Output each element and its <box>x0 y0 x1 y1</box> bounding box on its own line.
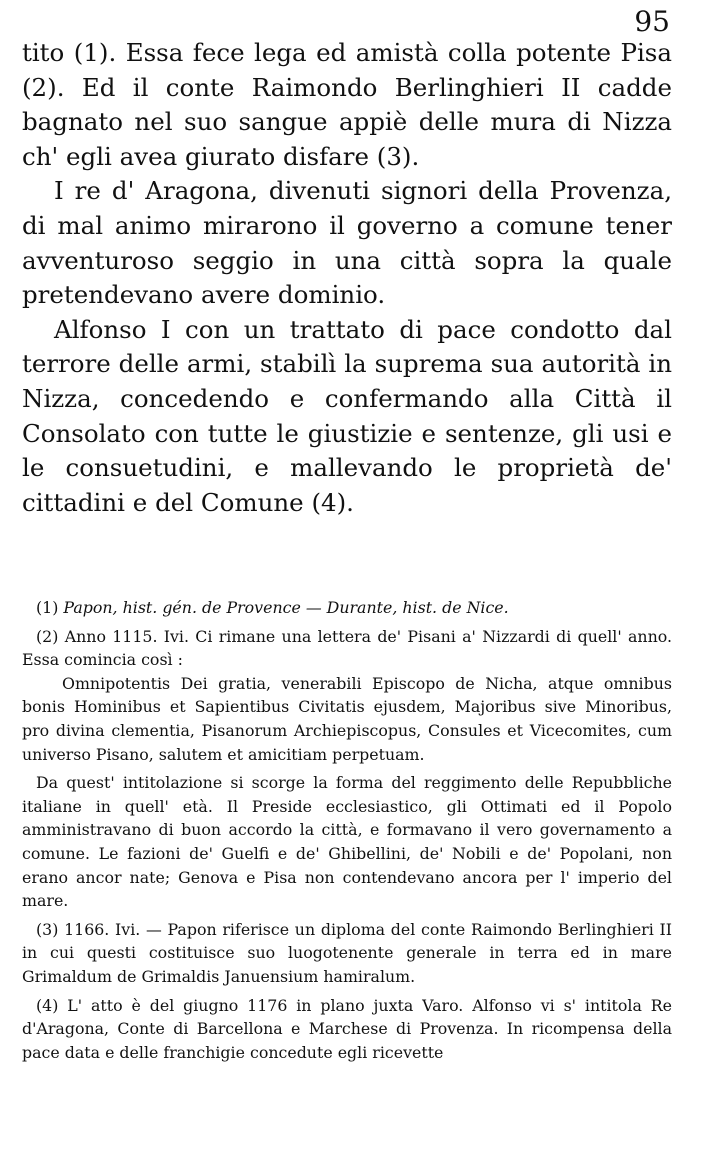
page-number: 95 <box>634 5 670 38</box>
footnote-text: Anno 1115. Ivi. Ci rimane una lettera de' Pisani a' Nizzardi di quell' anno. Essa comincia così : <box>22 626 672 670</box>
footnote-3 <box>22 918 672 989</box>
paragraph-1: tito (1). Essa fece lega ed amistà colla potente Pisa (2). Ed il conte Raimondo Berlinghieri II cadde bagnato nel suo sangue appiè delle mura di Nizza ch' egli avea giurato disfare (3). <box>22 38 672 171</box>
paragraph-2: I re d' Aragona, divenuti signori della Provenza, di mal animo mirarono il governo a comune tener avventuroso seggio in una città sopra la quale pretendevano avere dominio. <box>22 176 672 310</box>
footnote-1 <box>22 596 672 620</box>
footnote-mark: (3) <box>36 919 59 939</box>
footnotes <box>22 596 672 1064</box>
footnote-text: Papon, hist. gén. de Provence — Durante, hist. de Nice. <box>63 598 509 617</box>
paragraph-3: Alfonso I con un trattato di pace condotto dal terrore delle armi, stabilì la suprema sua autorità in Nizza, concedendo e confermando alla Città il Consolato con tutte le giustizie e sentenze, gli usi e le consuetudini, e mallevando le proprietà de' cittadini e del Comune (4). <box>22 314 672 517</box>
footnote-4 <box>22 994 672 1065</box>
footnote-2-commentary: Da quest' intitolazione si scorge la forma del reggimento delle Repubbliche italiane in quell' età. Il Preside ecclesiastico, gli Ottimati ed il Popolo amministravano di buon accordo la città, e formavano il vero governamento a comune. Le fazioni de' Guelfi e de' Ghibellini, de' Nobili e de' Popolani, non erano ancor nate; Genova e Pisa non contendevano ancora per l' imperio del mare. <box>22 773 672 911</box>
footnote-2 <box>22 625 672 672</box>
footnote-mark: (2) <box>36 626 59 646</box>
footnote-2-quote: Omnipotentis Dei gratia, venerabili Episcopo de Nicha, atque omnibus bonis Hominibus et Sapientibus Civitatis ejusdem, Majoribus sive Minoribus, pro divina clementia, Pisanorum Archiepiscopus, Consules et Vicecomites, cum universo Pisano, salutem et amicitiam perpetuam. <box>22 673 672 764</box>
footnote-text: L' atto è del giugno 1176 in plano juxta Varo. Alfonso vi s' intitola Re d'Aragona, Conte di Barcellona e Marchese di Provenza. In ricompensa della pace data e delle franchigie concedute egli ricevette <box>22 995 672 1062</box>
footnote-mark: (1) <box>36 598 59 617</box>
footnote-text: 1166. Ivi. — Papon riferisce un diploma del conte Raimondo Berlinghieri II in cui questi costituisce suo luogotenente generale in terra ed in mare Grimaldum de Grimaldis Januensium hamiralum. <box>22 919 672 986</box>
main-text <box>22 36 672 520</box>
footnote-mark: (4) <box>36 995 59 1015</box>
